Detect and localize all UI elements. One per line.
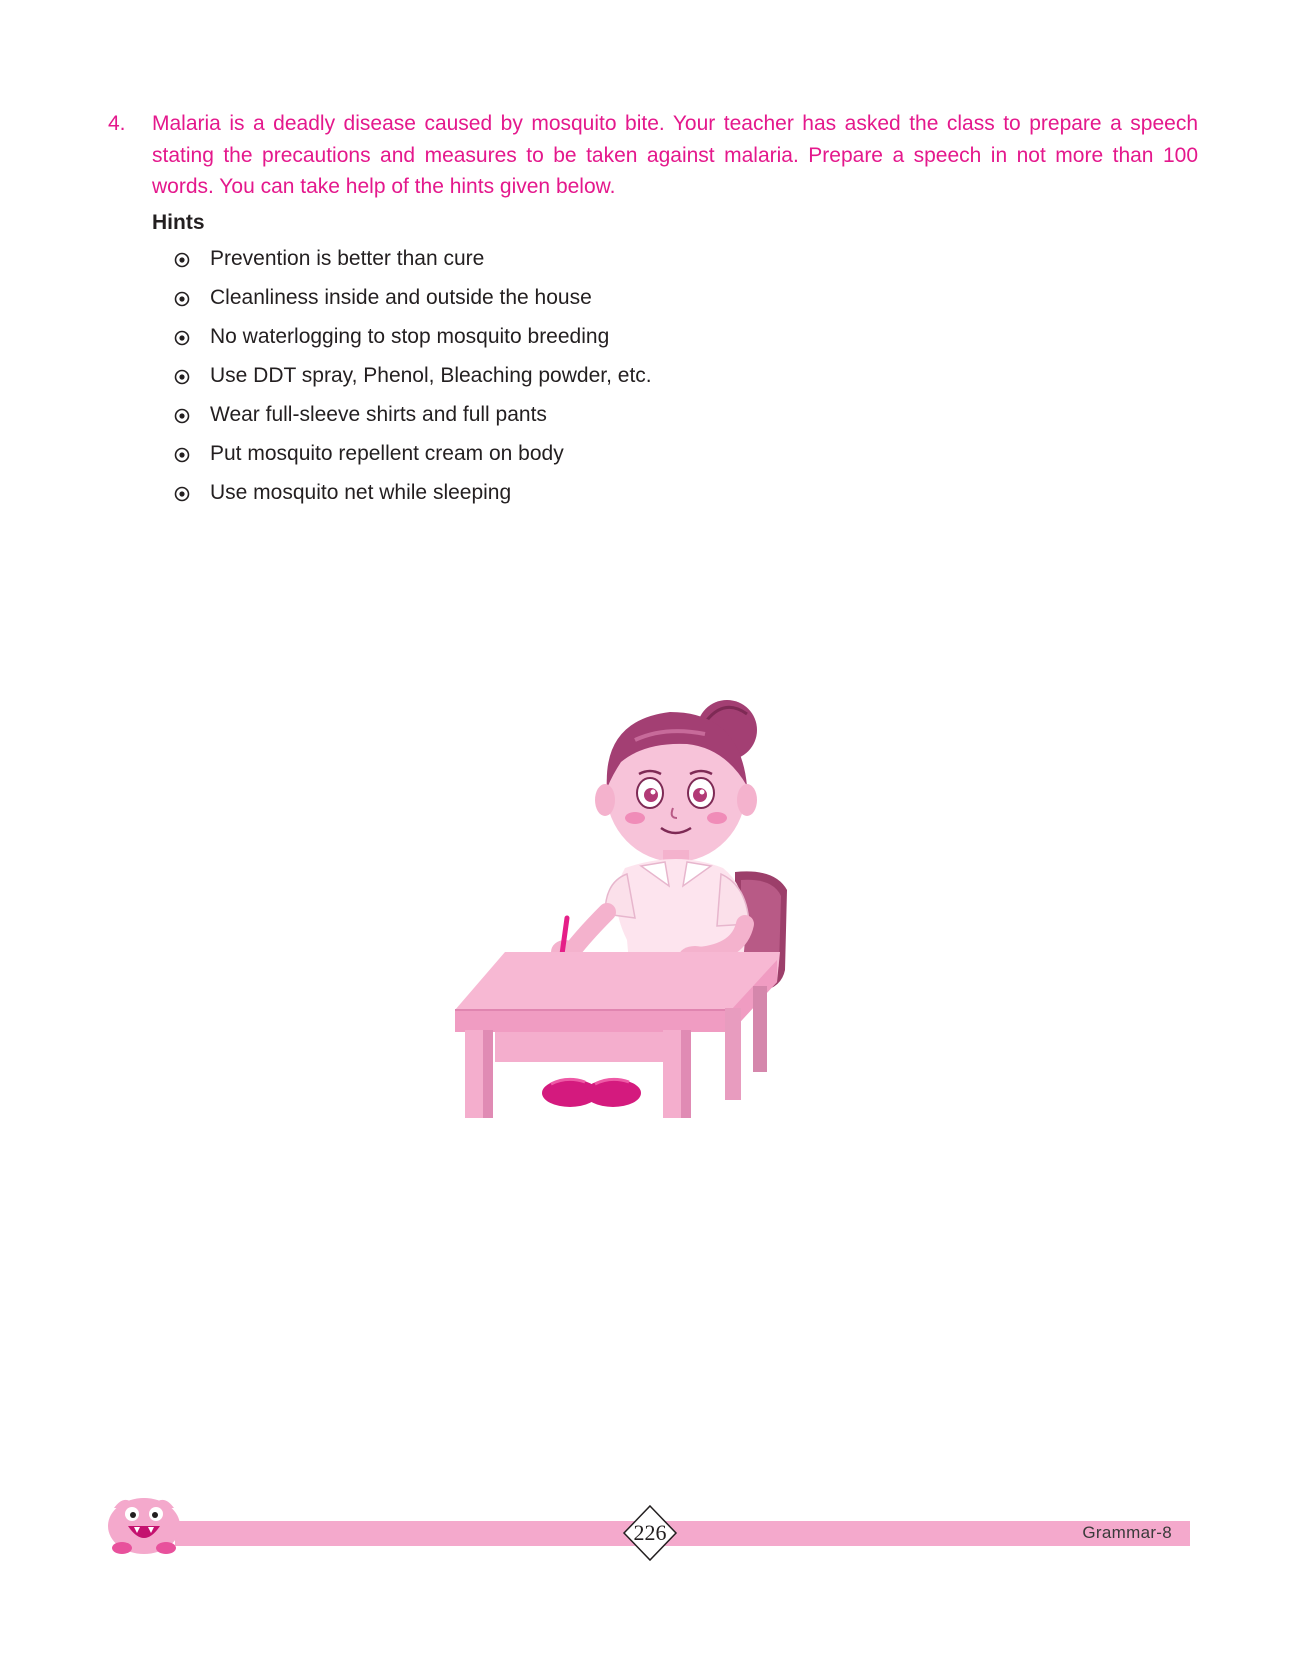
hint-item — [174, 364, 652, 403]
hint-item — [174, 481, 652, 520]
hint-item — [174, 403, 652, 442]
pink-monster-mascot-icon — [104, 1490, 184, 1556]
hint-item — [174, 286, 652, 325]
question-text: Malaria is a deadly disease caused by mosquito bite. Your teacher has asked the class to prepare a speech stating the precautions and measures to be taken against malaria. Prepare a speech in not more than 100 words. You can take help of the hints given below. — [152, 112, 1198, 198]
series-name: Grammar-8 — [1082, 1523, 1172, 1542]
circled-dot-icon — [174, 252, 190, 268]
page-number: 226 — [633, 1520, 667, 1545]
circled-dot-icon — [174, 486, 190, 502]
hint-text: Prevention is better than cure — [210, 247, 485, 270]
footer-bar — [175, 1521, 1190, 1546]
hint-item — [174, 442, 652, 481]
question-block — [108, 108, 1198, 203]
hint-item — [174, 247, 652, 286]
circled-dot-icon — [174, 447, 190, 463]
circled-dot-icon — [174, 291, 190, 307]
hint-list — [174, 247, 652, 520]
circled-dot-icon — [174, 369, 190, 385]
hint-item — [174, 325, 652, 364]
girl-writing-at-desk-illustration — [455, 690, 845, 1180]
hint-text: Wear full-sleeve shirts and full pants — [210, 403, 547, 426]
hint-text: No waterlogging to stop mosquito breeding — [210, 325, 610, 348]
hint-text: Use mosquito net while sleeping — [210, 481, 512, 504]
hint-text: Cleanliness inside and outside the house — [210, 286, 592, 309]
hint-text: Use DDT spray, Phenol, Bleaching powder, etc. — [210, 364, 652, 387]
circled-dot-icon — [174, 408, 190, 424]
question-number: 4. — [108, 112, 126, 135]
hint-text: Put mosquito repellent cream on body — [210, 442, 564, 465]
circled-dot-icon — [174, 330, 190, 346]
hints-title: Hints — [152, 211, 205, 234]
